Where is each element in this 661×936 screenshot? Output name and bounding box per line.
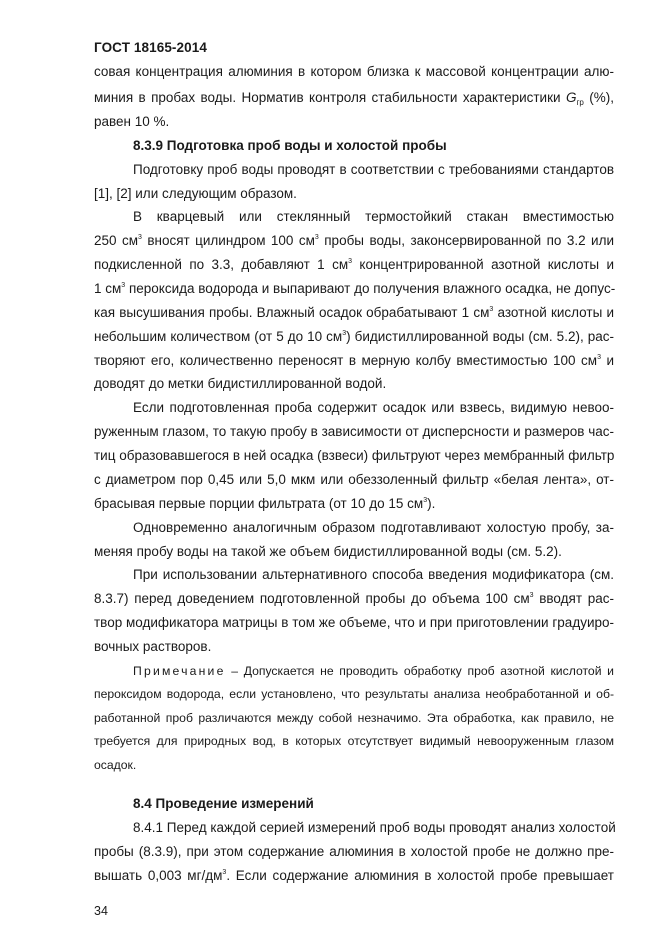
text-line: В кварцевый или стеклянный термостойкий стакан вместимостью: [133, 209, 614, 224]
text-line: равен 10 %.: [94, 114, 170, 129]
text-line: Одновременно аналогичным образом подготавливают холостую пробу, за-: [133, 520, 614, 535]
note-line: требуется для природных вод, в которых отсутствует видимый невооруженным глазом: [94, 734, 614, 748]
section-heading-8-4: 8.4 Проведение измерений: [133, 796, 314, 811]
text-line: меняя пробу воды на такой же объем бидистиллированной воды (см. 5.2).: [94, 544, 562, 559]
text-line: Подготовку проб воды проводят в соответствии с требованиями стандартов: [133, 162, 614, 177]
text-line: небольшим количеством (от 5 до 10 $см^3$) бидистиллированной воды (см. 5.2), рас-: [94, 329, 614, 344]
text-line: Если подготовленная проба содержит осадок или взвесь, видимую невоо-: [133, 400, 614, 415]
text-line: твор модификатора матрицы в том же объеме, что и при приготовлении градуиро-: [94, 615, 614, 630]
note-line: работанной проб различаются между собой незначимо. Эта обработка, как правило, не: [94, 711, 614, 725]
text-line: вочных растворов.: [94, 639, 212, 654]
text-line: миния в пробах воды. Норматив контроля стабильности характеристики $G_{гр}$ (%),: [94, 90, 614, 107]
note-line: Примечание – Допускается не проводить обработку проб азотной кислотой и: [133, 664, 614, 678]
text-line: брасывая первые порции фильтрата (от 10 до 15 $см^3$).: [94, 496, 436, 511]
text-line: 8.4.1 Перед каждой серией измерений проб воды проводят анализ холостой: [133, 820, 616, 835]
text-line: 1 $см^3$ пероксида водорода и выпаривают до получения влажного осадка, не допус-: [94, 281, 616, 296]
text-line: При использовании альтернативного способа введения модификатора (см.: [133, 567, 614, 582]
text-line: с диаметром пор 0,45 или 5,0 мкм или обеззоленный фильтр «белая лента», от-: [94, 472, 614, 487]
note-label: Примечание: [133, 664, 226, 678]
text-line: тиц образовавшегося в ней осадка (взвеси) фильтруют через мембранный фильтр: [94, 448, 615, 463]
text-line: руженным глазом, то такую пробу в зависимости от дисперсности и размеров час-: [94, 424, 614, 439]
note-line: осадок.: [94, 758, 137, 772]
text-line: 8.3.7) перед доведением подготовленной пробы до объема 100 $см^3$ вводят рас-: [94, 591, 614, 606]
text-line: [1], [2] или следующим образом.: [94, 186, 297, 201]
text-line: творяют его, количественно переносят в мерную колбу вместимостью 100 $см^3$ и: [94, 353, 615, 368]
text-line: пробы (8.3.9), при этом содержание алюминия в холостой пробе не должно пре-: [94, 844, 614, 859]
text-line: 250 $см^3$ вносят цилиндром 100 $см^3$ пробы воды, законсервированной по 3.2 или: [94, 233, 614, 248]
document-header: ГОСТ 18165-2014: [94, 40, 207, 55]
section-heading-8-3-9: 8.3.9 Подготовка проб воды и холостой пробы: [133, 138, 447, 153]
page-number: 34: [94, 904, 108, 918]
text-line: кая высушивания пробы. Влажный осадок обрабатывают 1 $см^3$ азотной кислоты и: [94, 305, 614, 320]
text-line: вышать 0,003 $мг/дм^3$. Если содержание алюминия в холостой пробе превышает: [94, 868, 614, 883]
text-line: доводят до метки бидистиллированной водой.: [94, 376, 387, 391]
text-line: совая концентрация алюминия в котором близка к массовой концентрации алю-: [94, 64, 614, 79]
note-line: пероксидом водорода, если установлено, что результаты анализа необработанной и об-: [94, 687, 614, 701]
text-line: подкисленной по 3.3, добавляют 1 $см^3$ концентрированной азотной кислоты и: [94, 257, 614, 272]
